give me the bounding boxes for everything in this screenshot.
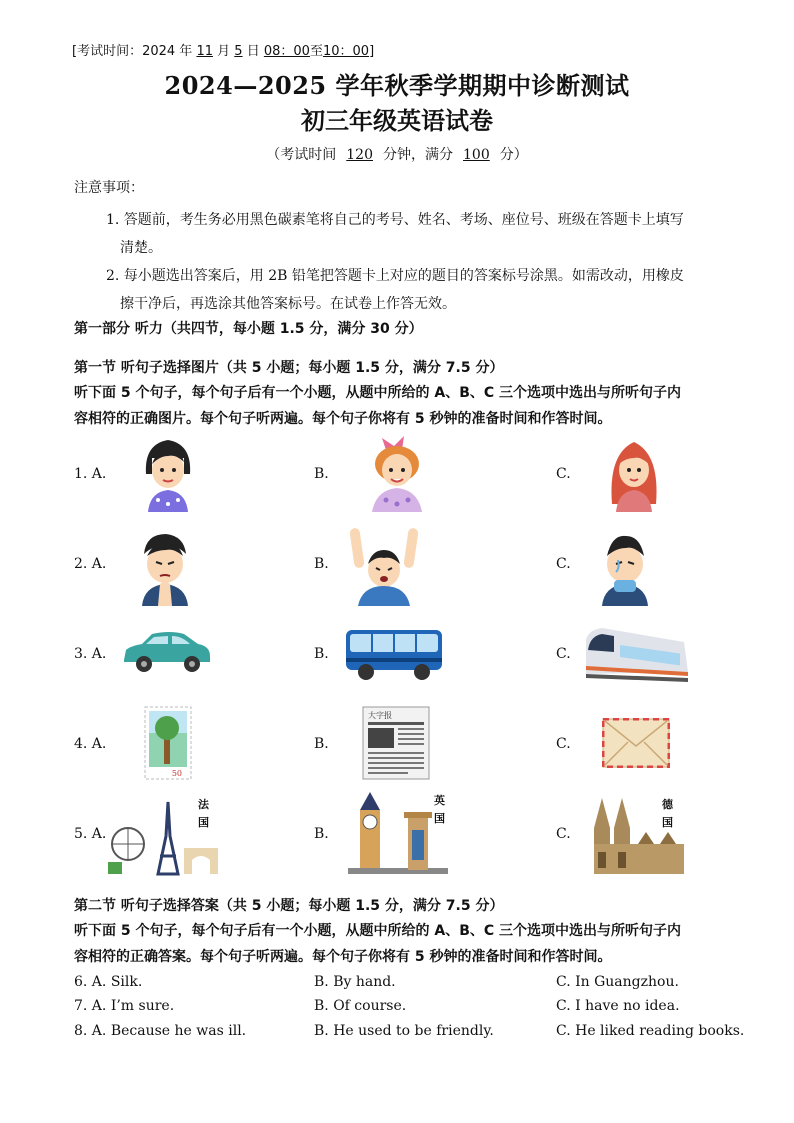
bus-picture [344,626,444,682]
boy-hands-up-picture [348,524,420,606]
section-2-instructions [74,918,724,970]
france-label-char-1: 法 [198,798,209,811]
q2-option-c-label: C. [556,556,571,572]
q3-option-c-label: C. [556,646,571,662]
section-2-instr-line-2: 容相符的正确答案。每个句子听两遍。每个句子你将有 5 秒钟的准备时间和作答时间。 [74,949,612,965]
section-1-instructions [74,380,724,432]
newspaper-masthead: 大字报 [368,711,392,720]
exam-time-line [72,40,374,59]
section-1-instr-line-2: 容相符的正确图片。每个句子听两遍。每个句子你将有 5 秒钟的准备时间和作答时间。 [74,411,612,427]
stamp-value-text: 50 [171,769,182,778]
section-2-instr-line-1: 听下面 5 个句子，每个句子后有一个小题，从题中所给的 A、B、C 三个选项中选出与所听句子内 [74,923,682,939]
q1-option-a-label: 1. A. [74,466,107,482]
q7-option-b: B. Of course. [314,998,407,1014]
part-1-heading: 第一部分 听力（共四节，每小题 1.5 分，满分 30 分） [74,321,423,337]
exam-to: 至 [309,44,323,59]
exam-day: 5 [234,44,243,59]
exam-month: 11 [196,44,213,59]
big-ben-picture [346,790,450,874]
q1-option-c-label: C. [556,466,571,482]
exam-subject-title: 初三年级英语试卷 [301,106,493,135]
notice-item-1 [106,206,726,262]
q3-option-b-label: B. [314,646,329,662]
girl-long-hair-picture [606,434,662,512]
notice-item-2 [106,262,726,318]
boy-sad-picture [594,528,656,606]
exam-time-close: ] [369,44,375,59]
exam-title: 2024—2025 学年秋季学期期中诊断测试 [164,71,630,100]
france-label [198,797,210,829]
q8-option-b: B. He used to be friendly. [314,1023,494,1039]
duration-mid: 分钟，满分 [383,147,453,163]
exam-duration-line [0,144,794,164]
q3-option-a-label: 3. A. [74,646,107,662]
section-1-instr-line-1: 听下面 5 个句子，每个句子后有一个小题，从题中所给的 A、B、C 三个选项中选出与所听句子内 [74,385,682,401]
section-1-heading: 第一节 听句子选择图片（共 5 小题；每小题 1.5 分，满分 7.5 分） [74,360,504,376]
q8-option-a: 8. A. Because he was ill. [74,1023,247,1039]
notice-heading: 注意事项： [74,180,144,196]
exam-month-suffix: 月 [217,44,231,59]
q5-option-b-label: B. [314,826,329,842]
section-2-heading: 第二节 听句子选择答案（共 5 小题；每小题 1.5 分，满分 7.5 分） [74,898,504,914]
eiffel-tower-picture [108,796,228,876]
england-label-char-2: 国 [434,812,445,825]
q8-option-c: C. He liked reading books. [556,1023,745,1039]
duration-prefix: （考试时间 [266,147,337,163]
q6-option-a: 6. A. Silk. [74,974,143,990]
q6-option-c: C. In Guangzhou. [556,974,679,990]
exam-end-time: 10：00 [322,44,370,59]
q7-option-a: 7. A. I’m sure. [74,998,175,1014]
train-picture [584,626,690,684]
exam-day-suffix: 日 [246,44,260,59]
q5-option-a-label: 5. A. [74,826,107,842]
cologne-cathedral-picture [588,794,688,876]
germany-label-char-2: 国 [662,816,673,829]
duration-minutes: 120 [346,147,373,163]
stamp-picture [144,706,192,780]
duration-suffix: 分） [499,147,528,163]
q4-option-c-label: C. [556,736,571,752]
girl-bow-picture [364,430,430,512]
boy-nervous-picture [134,528,194,606]
notice-item-2-line-1: 2. 每小题选出答案后，用 2B 铅笔把答题卡上对应的题目的答案标号涂黑。如需改动，用橡皮 [106,268,684,284]
notice-item-1-line-2: 清楚。 [120,240,162,256]
notice-item-2-line-2: 擦干净后，再选涂其他答案标号。在试卷上作答无效。 [120,296,456,312]
q2-option-a-label: 2. A. [74,556,107,572]
q6-option-b: B. By hand. [314,974,396,990]
envelope-picture [602,718,670,768]
notice-item-1-line-1: 1. 答题前，考生务必用黑色碳素笔将自己的考号、姓名、考场、座位号、班级在答题卡上填写 [106,212,684,228]
total-score: 100 [463,147,490,163]
car-picture [120,630,214,674]
england-label-char-1: 英 [434,794,445,807]
exam-start-time: 08：00 [263,44,310,59]
q7-option-c: C. I have no idea. [556,998,680,1014]
germany-label-char-1: 德 [662,798,673,811]
q4-option-b-label: B. [314,736,329,752]
exam-time-prefix: [考试时间：2024 年 [72,44,193,59]
france-label-char-2: 国 [198,816,209,829]
newspaper-picture [362,706,430,780]
girl-short-hair-picture [138,434,198,512]
q4-option-a-label: 4. A. [74,736,107,752]
q1-option-b-label: B. [314,466,329,482]
q5-option-c-label: C. [556,826,571,842]
q2-option-b-label: B. [314,556,329,572]
